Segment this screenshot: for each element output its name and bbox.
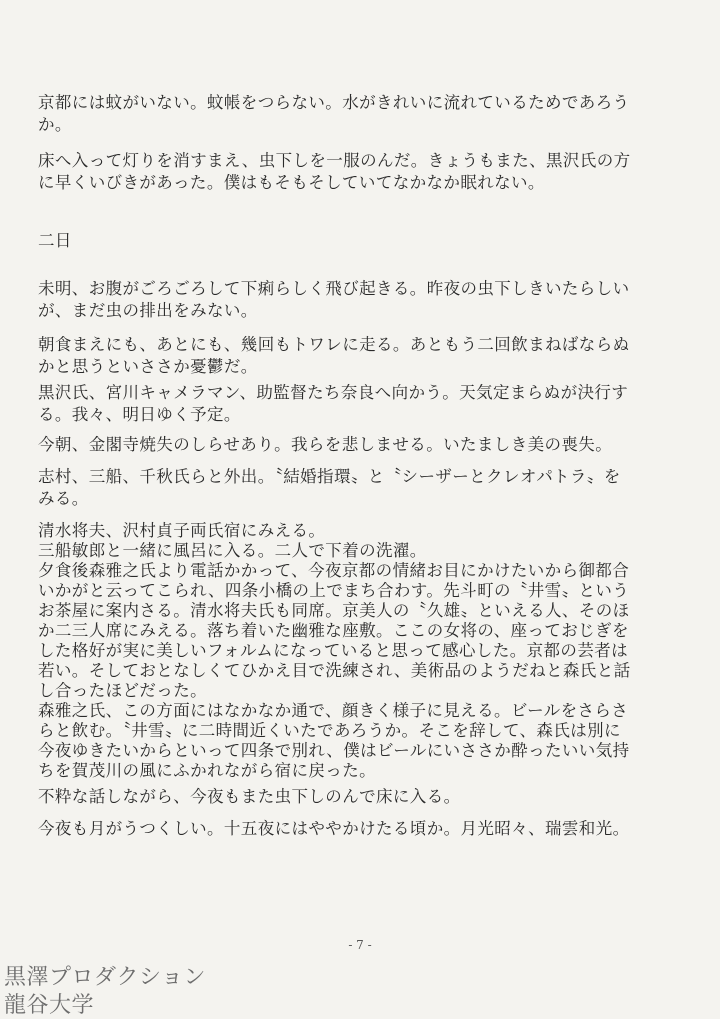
text-line: お茶屋に案内さる。清水将夫氏も同席。京美人の〝久雄〟といえる人、そのほ (38, 601, 630, 620)
watermark-line-1: 黒澤プロダクション (4, 965, 207, 990)
text-line: が、まだ虫の排出をみない。 (38, 301, 258, 320)
text-line: 夕食後森雅之氏より電話かかって、今夜京都の情緒お目にかけたいから御都合 (38, 561, 630, 580)
text-line: 森雅之氏、この方面にはなかなか通で、顔きく様子に見える。ビールをさらさ (38, 701, 629, 720)
text-line: に早くいびきがあった。僕はもそもそしていてなかなか眠れない。 (38, 173, 545, 192)
section-heading: 二日 (38, 231, 72, 250)
text-line: した格好が実に美しいフォルムになっていると思って感心した。京都の芸者は (38, 641, 629, 660)
text-line: 京都には蚊がいない。蚊帳をつらない。水がきれいに流れているためであろう (38, 93, 630, 112)
text-line: らと飲む。〝井雪〟に二時間近くいたであろうか。そこを辞して、森氏は別に (38, 721, 621, 740)
text-line: 今夜も月がうつくしい。十五夜にはややかけたる頃か。月光昭々、瑞雲和光。 (38, 819, 630, 838)
text-line: 朝食まえにも、あとにも、幾回もトワレに走る。あともう二回飲まねばならぬ (38, 335, 630, 354)
text-line: 黒沢氏、宮川キャメラマン、助監督たち奈良へ向かう。天気定まらぬが決行す (38, 383, 629, 402)
text-line: 不粋な話しながら、今夜もまた虫下しのんで床に入る。 (38, 787, 461, 806)
text-line: 今朝、金閣寺焼失のしらせあり。我らを悲しませる。いたましき美の喪失。 (38, 435, 613, 454)
text-line: 床へ入って灯りを消すまえ、虫下しを一服のんだ。きょうもまた、黒沢氏の方 (38, 151, 631, 170)
text-line: みる。 (38, 489, 89, 508)
text-line: し合ったほどだった。 (38, 681, 207, 700)
text-line: 今夜ゆきたいからといって四条で別れ、僕はビールにいささか酔ったいい気持 (38, 741, 630, 760)
text-line: か二三人席にみえる。落ち着いた幽雅な座敷。ここの女将の、座っておじぎを (38, 621, 629, 640)
text-line: 未明、お腹がごろごろして下痢らしく飛び起きる。昨夜の虫下しきいたらしい (38, 279, 630, 298)
text-line: か。 (38, 115, 72, 134)
text-line: 志村、三船、千秋氏らと外出。〝結婚指環〟と〝シーザーとクレオパトラ〟を (38, 467, 621, 486)
text-line: 若い。そしておとなしくてひかえ目で洗練され、美術品のようだねと森氏と話 (38, 661, 631, 680)
text-line: いかがと云ってこられ、四条小橋の上でまち合わす。先斗町の〝井雪〟という (38, 581, 630, 600)
page-number: - 7 - (348, 938, 372, 952)
text-line: 三船敏郎と一緒に風呂に入る。二人で下着の洗濯。 (38, 541, 427, 560)
text-line: る。我々、明日ゆく予定。 (38, 405, 241, 424)
watermark-line-2: 龍谷大学 (4, 993, 95, 1018)
text-line: 清水将夫、沢村貞子両氏宿にみえる。 (38, 521, 326, 540)
text-line: かと思うといささか憂鬱だ。 (38, 357, 258, 376)
text-line: ちを賀茂川の風にふかれながら宿に戻った。 (38, 761, 376, 780)
